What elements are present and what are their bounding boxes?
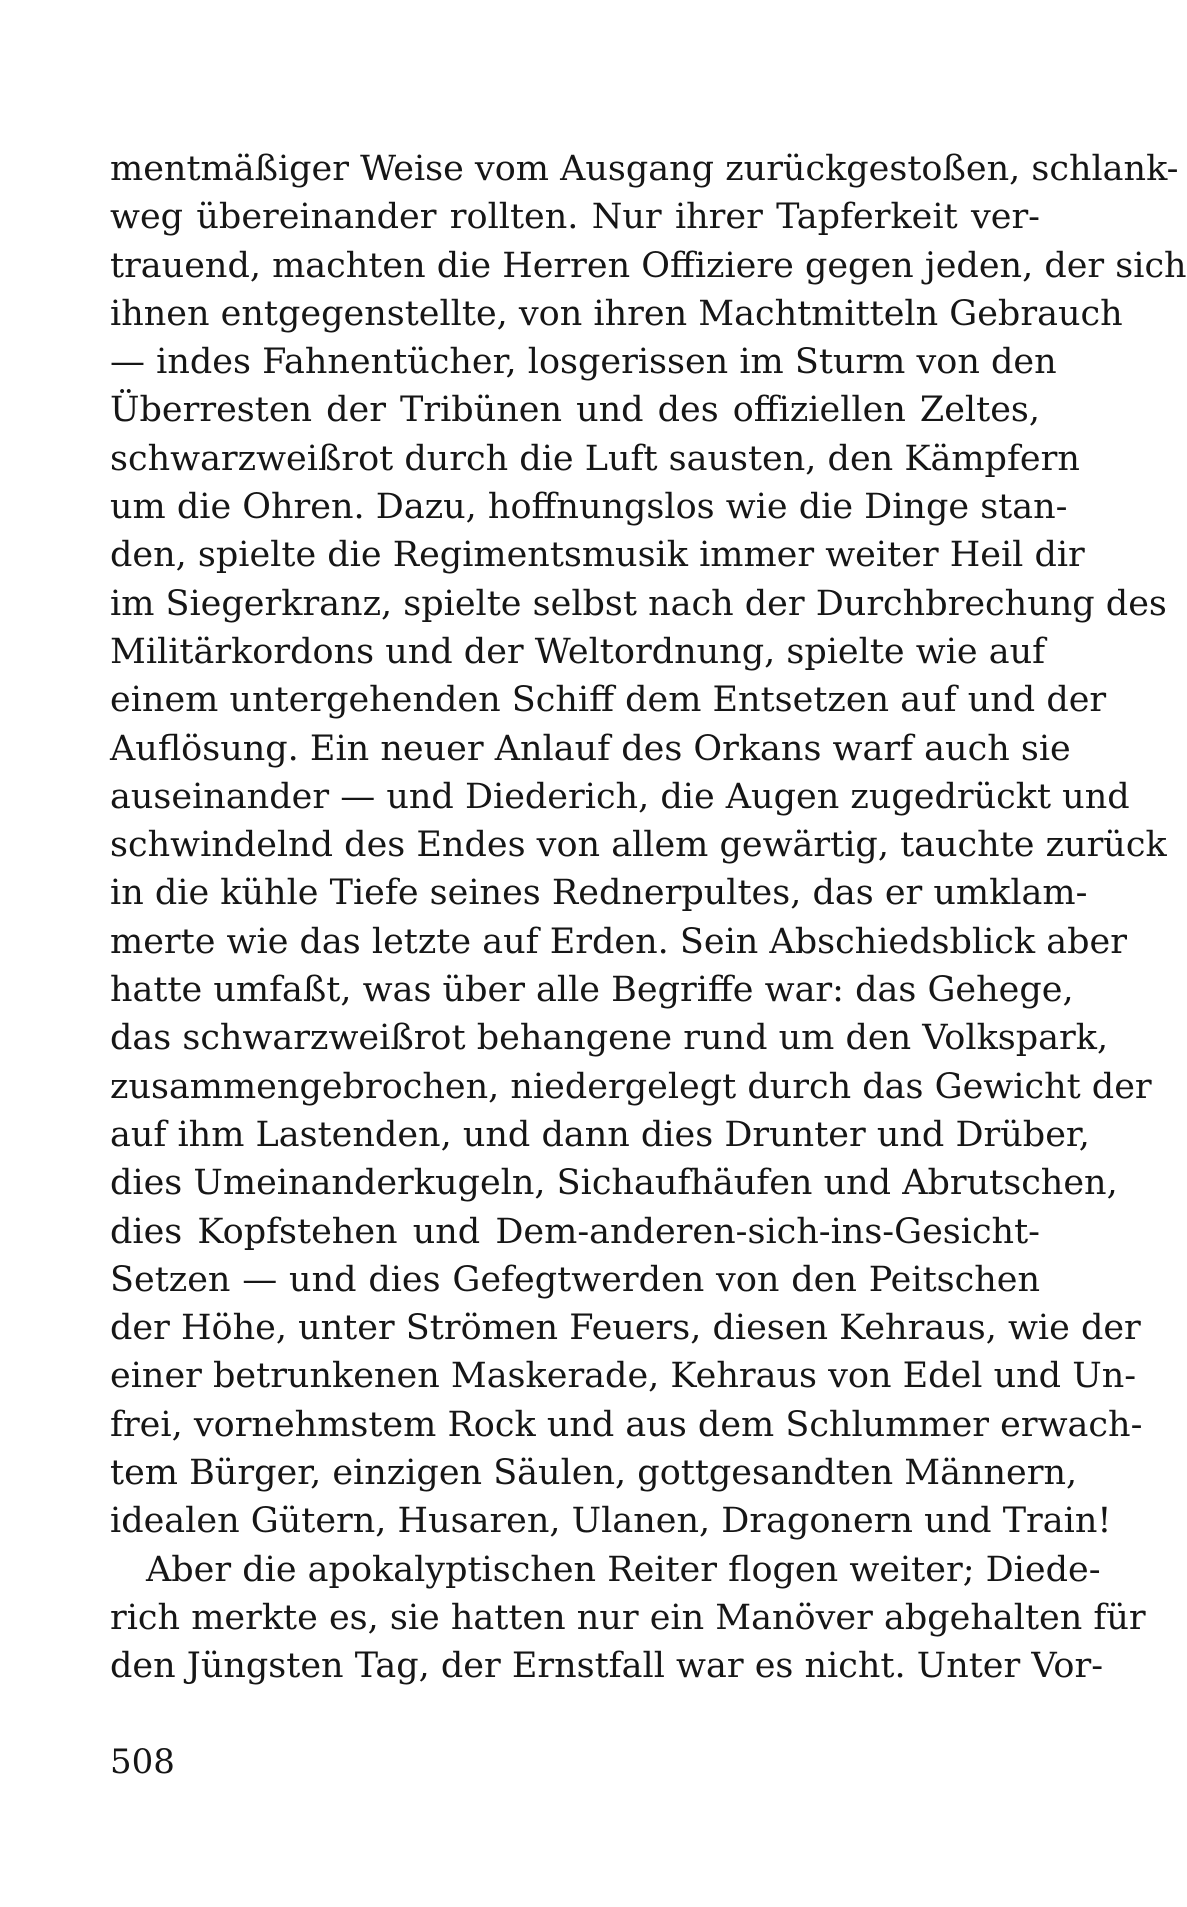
page-number: 508 [110,1742,175,1782]
text-line: trauend, machten die Herren Offiziere gegen jeden, der sich [110,245,1187,286]
text-line: um die Ohren. Dazu, hoffnungslos wie die Dinge stan- [110,487,1068,528]
body-text [110,145,1187,1691]
text-line: merte wie das letzte auf Erden. Sein Abschiedsblick aber [110,921,1127,962]
text-line: schwarzweißrot durch die Luft sausten, den Kämpfern [110,438,1080,479]
text-line: schwindelnd des Endes von allem gewärtig, tauchte zurück [110,825,1167,866]
text-line: tem Bürger, einzigen Säulen, gottgesandten Männern, [110,1453,1078,1494]
text-line: den Jüngsten Tag, der Ernstfall war es nicht. Unter Vor- [110,1646,1104,1687]
text-line: auseinander — und Diederich, die Augen zugedrückt und [110,776,1130,817]
text-line: frei, vornehmstem Rock und aus dem Schlummer erwach- [110,1404,1143,1445]
text-line: den, spielte die Regimentsmusik immer weiter Heil dir [110,535,1085,576]
text-line: hatte umfaßt, was über alle Begriffe war: das Gehege, [110,970,1074,1011]
text-line: dies Kopfstehen und Dem-anderen-sich-ins-Gesicht- [110,1211,1040,1252]
text-line: weg übereinander rollten. Nur ihrer Tapferkeit ver- [110,197,1040,238]
text-line: auf ihm Lastenden, und dann dies Drunter und Drüber, [110,1114,1090,1155]
text-line: — indes Fahnentücher, losgerissen im Sturm von den [110,342,1057,383]
text-line: Setzen — und dies Gefegtwerden von den Peitschen [110,1259,1040,1300]
text-line: ihnen entgegenstellte, von ihren Machtmitteln Gebrauch [110,293,1123,334]
text-line: Überresten der Tribünen und des offiziellen Zeltes, [110,390,1040,431]
text-line: zusammengebrochen, niedergelegt durch das Gewicht der [110,1066,1152,1107]
text-line: mentmäßiger Weise vom Ausgang zurückgestoßen, schlank- [110,149,1179,189]
text-line: einem untergehenden Schiff dem Entsetzen auf und der [110,680,1107,721]
text-line: das schwarzweißrot behangene rund um den Volkspark, [110,1018,1109,1059]
text-line: Aber die apokalyptischen Reiter flogen weiter; Diede- [146,1549,1101,1590]
text-line: einer betrunkenen Maskerade, Kehraus von Edel und Un- [110,1356,1137,1397]
text-line: idealen Gütern, Husaren, Ulanen, Dragonern und Train! [110,1501,1112,1542]
text-line: Auflösung. Ein neuer Anlauf des Orkans warf auch sie [110,728,1071,769]
text-line: in die kühle Tiefe seines Rednerpultes, das er umklam- [110,873,1088,914]
text-line: im Siegerkranz, spielte selbst nach der Durchbrechung des [110,583,1167,624]
text-line: der Höhe, unter Strömen Feuers, diesen Kehraus, wie der [110,1308,1141,1349]
text-line: rich merkte es, sie hatten nur ein Manöver abgehalten für [110,1597,1146,1638]
text-line: Militärkordons und der Weltordnung, spielte wie auf [110,631,1046,672]
text-line: dies Umeinanderkugeln, Sichaufhäufen und Abrutschen, [110,1163,1118,1204]
